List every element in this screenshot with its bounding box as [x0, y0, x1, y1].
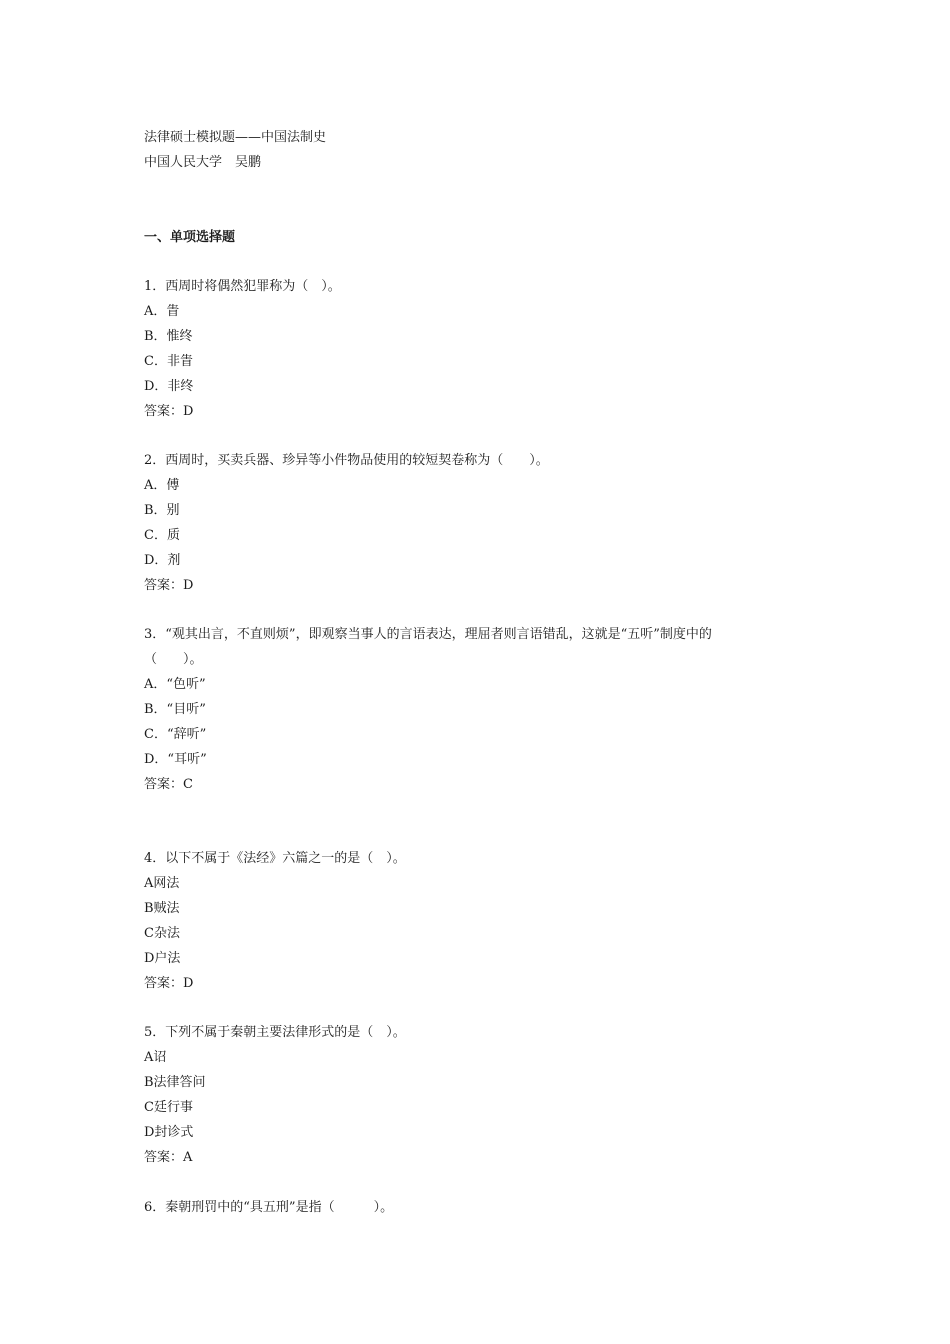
question-2-option-a: A．傅	[144, 478, 180, 493]
question-2-option-c: C．质	[144, 528, 180, 543]
question-3-stem-continued: （ ）。	[144, 652, 203, 667]
document-author: 中国人民大学 吴鹏	[144, 155, 262, 170]
question-1-stem: 1．西周时将偶然犯罪称为（ ）。	[144, 279, 341, 294]
question-3-stem: 3．“观其出言，不直则烦”，即观察当事人的言语表达，理屈者则言语错乱，这就是“五听”制度中的	[144, 627, 712, 642]
question-5-option-a: A诏	[144, 1050, 167, 1065]
question-1-option-c: C．非眚	[144, 354, 193, 369]
question-1-option-b: B．惟终	[144, 329, 193, 344]
question-2-answer: 答案：D	[144, 578, 194, 593]
question-4-stem: 4．以下不属于《法经》六篇之一的是（ ）。	[144, 851, 406, 866]
question-2-option-b: B．别	[144, 503, 180, 518]
question-4-answer: 答案：D	[144, 976, 194, 991]
question-2-option-d: D．剂	[144, 553, 181, 568]
question-3-option-d: D．“耳听”	[144, 752, 207, 767]
question-4-option-a: A网法	[144, 876, 180, 891]
question-2-stem: 2．西周时，买卖兵器、珍异等小件物品使用的较短契卷称为（ ）。	[144, 453, 549, 468]
question-3-option-b: B．“目听”	[144, 702, 206, 717]
question-4-option-c: C杂法	[144, 926, 180, 941]
question-4-option-d: D户法	[144, 951, 181, 966]
question-3-answer: 答案：C	[144, 777, 193, 792]
question-5-option-b: B法律答问	[144, 1075, 206, 1090]
question-5-answer: 答案：A	[144, 1150, 193, 1165]
question-5-stem: 5．下列不属于秦朝主要法律形式的是（ ）。	[144, 1025, 406, 1040]
question-5-option-c: C廷行事	[144, 1100, 193, 1115]
question-6-stem: 6．秦朝刑罚中的“具五刑”是指（ ）。	[144, 1200, 394, 1215]
question-3-option-a: A．“色听”	[144, 677, 206, 692]
question-1-option-d: D．非终	[144, 379, 194, 394]
question-1-answer: 答案：D	[144, 404, 194, 419]
question-3-option-c: C．“辞听”	[144, 727, 207, 742]
section-heading: 一、单项选择题	[144, 230, 236, 245]
question-4-option-b: B贼法	[144, 901, 180, 916]
question-5-option-d: D封诊式	[144, 1125, 194, 1140]
document-title: 法律硕士模拟题——中国法制史	[144, 130, 327, 145]
question-1-option-a: A．眚	[144, 304, 180, 319]
